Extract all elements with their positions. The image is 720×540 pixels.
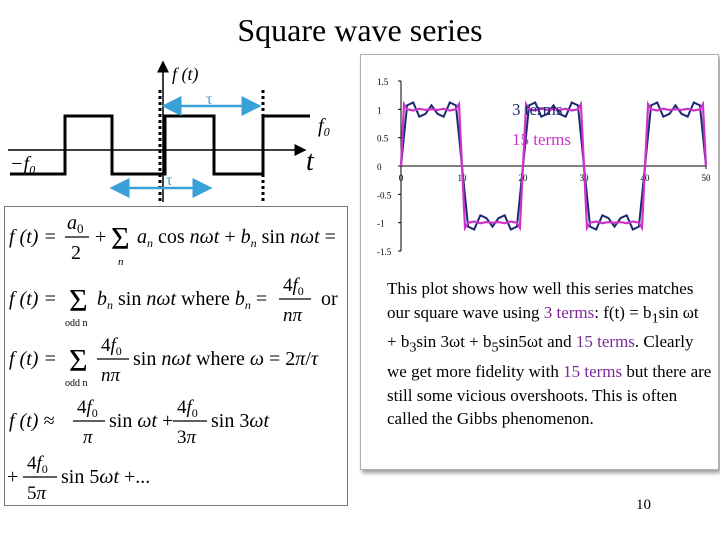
- desc-text-2: : f(t) = b: [594, 302, 652, 322]
- equation-2: [9, 275, 338, 329]
- desc-sub-1: 1: [651, 309, 659, 326]
- y-tick-label: 0.5: [377, 133, 389, 144]
- svg-text:4f0: $4f_0$: [101, 335, 122, 358]
- svg-text:3π: 3π: [177, 427, 197, 448]
- fourier-equations: [4, 206, 348, 506]
- period-label-top: τ: [206, 91, 213, 108]
- fourier-partial-sums-chart: [361, 55, 718, 265]
- level-high-label: f₀: [318, 115, 331, 137]
- svg-text:f (t) ≈: f (t) ≈: [9, 410, 55, 432]
- svg-text:an cos nωt + bn sin nωt =: $a_n$ $\cos n\omega t + b_n$ sin nωt =: [137, 226, 336, 250]
- period-label-bottom: τ: [166, 172, 173, 189]
- x-tick-label: 10: [457, 173, 467, 183]
- legend-entry-3-terms: 3 terms: [512, 100, 563, 119]
- svg-text:or: or: [321, 288, 338, 310]
- desc-sub-5: 5: [491, 339, 499, 356]
- svg-text:bn sin nωt where bn =: $b_n$ sin nωt where $b_n$ =: [97, 288, 268, 312]
- svg-text:4f0: $4f_0$: [283, 275, 304, 298]
- desc-3-terms: 3 terms: [543, 302, 595, 322]
- y-tick-label: -0.5: [377, 190, 392, 201]
- x-tick-label: 20: [518, 173, 528, 183]
- svg-text:5π: 5π: [27, 483, 47, 504]
- svg-text:+: +: [95, 226, 107, 248]
- svg-text:nπ: nπ: [283, 305, 303, 326]
- svg-text:f (t) =: f (t) =: [9, 348, 57, 370]
- t-axis-label: t: [306, 146, 314, 177]
- desc-text-7: but there are still some vicious overshoots. This is often called the Gibbs phenomenon.: [387, 362, 712, 429]
- svg-text:a0: $a_0$: [67, 212, 84, 236]
- x-tick-label: 0: [398, 173, 404, 183]
- svg-text:f (t) =: f (t) =: [9, 226, 57, 248]
- equation-1: [9, 212, 336, 268]
- level-low-label: −f₀: [10, 153, 37, 175]
- svg-text:n: n: [118, 256, 124, 268]
- y-tick-label: 1.5: [377, 77, 389, 87]
- legend-entry-15-terms: 15 terms: [512, 130, 572, 149]
- page-title: Square wave series: [237, 12, 483, 48]
- equation-5: [7, 453, 150, 504]
- svg-text:f (t) =: f (t) =: [9, 288, 57, 310]
- svg-text:4f0: $4f_0$: [27, 453, 48, 476]
- desc-15-terms-b: 15 terms: [563, 362, 623, 382]
- svg-text:Σ: Σ: [69, 282, 88, 318]
- svg-text:4f0: $4f_0$: [77, 397, 98, 420]
- svg-text:sin 5ωt +...: sin 5ωt +...: [61, 466, 151, 488]
- desc-text-3: sin ωt + b: [387, 302, 699, 352]
- x-tick-label: 30: [579, 173, 589, 183]
- desc-text-6: . Clearly we get more fidelity with: [387, 332, 694, 382]
- y-tick-label: -1: [377, 218, 385, 229]
- svg-text:sin nωt where ω = 2π/τ: sin nωt where ω = 2π/τ: [133, 348, 319, 370]
- desc-text-5: sin5ωt and: [498, 332, 576, 352]
- equation-3: [9, 335, 319, 389]
- svg-text:odd n: odd n: [65, 318, 88, 329]
- page-number: 10: [636, 497, 651, 513]
- x-tick-label: 50: [701, 173, 711, 183]
- chart-description: [387, 277, 712, 431]
- y-axis-label: f (t): [172, 64, 199, 84]
- svg-text:odd n: odd n: [65, 378, 88, 389]
- y-tick-label: 1: [377, 105, 382, 116]
- svg-text:nπ: nπ: [101, 365, 121, 386]
- svg-text:π: π: [83, 427, 93, 448]
- svg-text:sin 3ωt: sin 3ωt: [211, 410, 270, 432]
- svg-text:sin ωt +: sin ωt +: [109, 410, 174, 432]
- y-tick-label: 0: [377, 162, 382, 172]
- svg-text:4f0: $4f_0$: [177, 397, 198, 420]
- desc-text-1: This plot shows how well this series matches our square wave using: [387, 279, 694, 322]
- y-tick-label: -1.5: [377, 247, 392, 257]
- desc-text-4: sin 3ωt + b: [416, 332, 492, 352]
- svg-text:Σ: Σ: [111, 220, 130, 256]
- svg-text:+: +: [7, 466, 19, 488]
- x-tick-label: 40: [640, 173, 650, 183]
- chart-panel: [360, 54, 719, 470]
- desc-sub-3: 3: [409, 339, 417, 356]
- equation-4: [9, 397, 269, 448]
- square-wave-diagram: [0, 56, 352, 204]
- svg-text:Σ: Σ: [69, 342, 88, 378]
- desc-15-terms-a: 15 terms: [575, 332, 635, 352]
- svg-text:2: 2: [71, 242, 81, 264]
